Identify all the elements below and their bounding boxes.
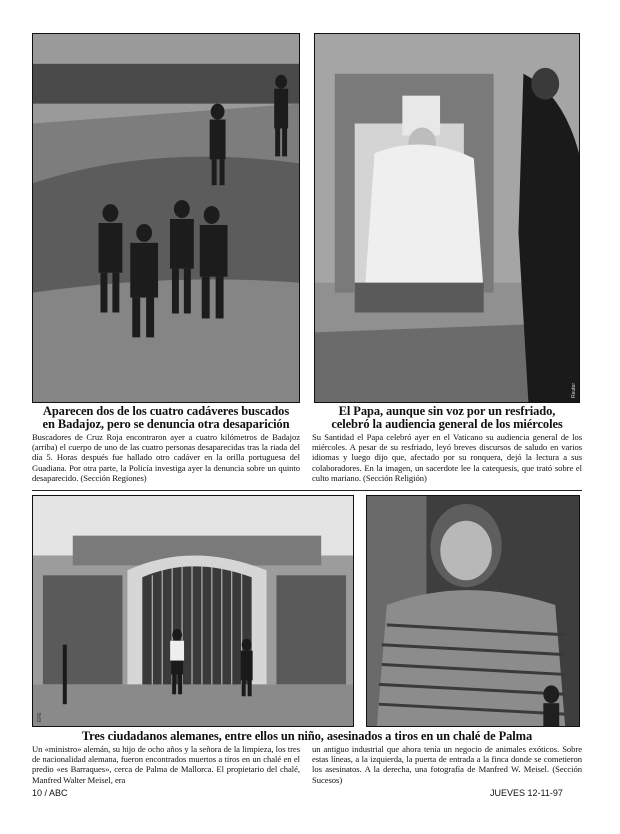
headline-line: Aparecen dos de los cuatro cadáveres buscados bbox=[42, 404, 290, 418]
body-story3-left: Un «ministro» alemán, su hijo de ocho años y la señora de la limpieza, los tres de nacionalidad alemana, fueron encontrados muertos a tiros en un chalé en el predio «es Barraques», cerca de Palma de Mallorca. El propietario del chalé, Manfred Walter Meisel, era bbox=[32, 744, 300, 785]
headline-line: en Badajoz, pero se denuncia otra desaparición bbox=[42, 417, 290, 431]
headline-story3: Tres ciudadanos alemanes, entre ellos un niño, asesinados a tiros en un chalé de Palma bbox=[81, 729, 533, 743]
headline-story2 bbox=[312, 405, 582, 431]
photo-pope-audience bbox=[314, 33, 580, 403]
section-divider bbox=[32, 490, 582, 491]
publication-date: JUEVES 12-11-97 bbox=[490, 788, 563, 798]
photo-credit: EFE bbox=[37, 712, 43, 722]
headline-line: El Papa, aunque sin voz por un resfriado, bbox=[338, 404, 556, 418]
photo-chalet-gate bbox=[32, 495, 354, 727]
headline-story1 bbox=[32, 405, 300, 431]
body-story1: Buscadores de Cruz Roja encontraron ayer a cuatro kilómetros de Badajoz (arriba) el cuerpo de uno de las cuatro personas desaparecidas tras la riada del día 5. Horas después fue hallado otro cadáver en la orilla portuguesa del Guadiana. Por otra parte, la Policía investiga ayer la denuncia sobre un quinto desaparecido. (Sección Regiones) bbox=[32, 432, 300, 483]
photo-badajoz-rescue bbox=[32, 33, 300, 403]
photo-credit: Reuter bbox=[571, 382, 577, 398]
headline-line: celebró la audiencia general de los miércoles bbox=[331, 417, 563, 431]
photo-meisel-portrait bbox=[366, 495, 580, 727]
page-number: 10 / ABC bbox=[32, 788, 68, 798]
body-story2: Su Santidad el Papa celebró ayer en el Vaticano su audiencia general de los miércoles. A pesar de su resfriado, leyó breves discursos de saludo en varios idiomas y luego dijo que, afectado por su ronquera, dejó la lectura a sus colaboradores. En la imagen, un sacerdote lee la catequesis, que trató sobre el culto mariano. (Sección Religión) bbox=[312, 432, 582, 483]
body-story3-right: un antiguo industrial que ahora tenía un negocio de animales exóticos. Sobre estas líneas, a la izquierda, la puerta de entrada a la finca donde se cometieron los asesinatos. A la derecha, una fotografía de Manfred W. Meisel. (Sección Sucesos) bbox=[312, 744, 582, 785]
